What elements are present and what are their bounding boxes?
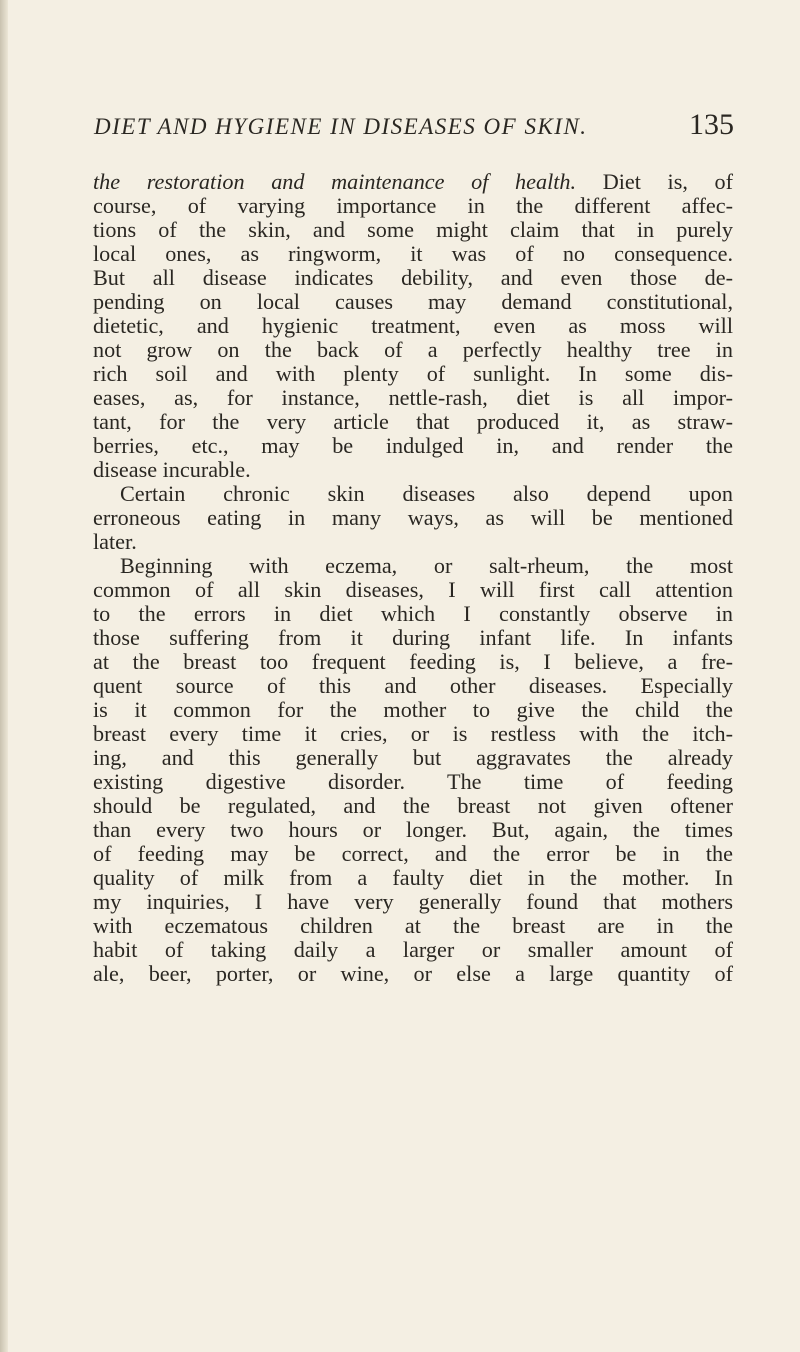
text-line: eases, as, for instance, nettle-rash, diet is all impor- (93, 385, 733, 410)
text-line: to the errors in diet which I constantly observe in (93, 601, 733, 626)
text-line: breast every time it cries, or is restless with the itch- (93, 721, 733, 746)
text-line: dietetic, and hygienic treatment, even as moss will (93, 313, 733, 338)
text-line: ing, and this generally but aggravates the already (93, 745, 733, 770)
text-line: not grow on the back of a perfectly healthy tree in (93, 337, 733, 362)
text-line: berries, etc., may be indulged in, and render the (93, 433, 733, 458)
page-number: 135 (689, 108, 734, 141)
text-line: tant, for the very article that produced it, as straw- (93, 409, 733, 434)
text-line: habit of taking daily a larger or smaller amount of (93, 937, 733, 962)
text-line: than every two hours or longer. But, again, the times (93, 817, 733, 842)
running-head (94, 106, 734, 146)
text-line: with eczematous children at the breast are in the (93, 913, 733, 938)
text-line: quent source of this and other diseases. Especially (93, 673, 733, 698)
text-line (93, 170, 733, 194)
text-line: tions of the skin, and some might claim that in purely (93, 217, 733, 242)
text-line: my inquiries, I have very generally found that mothers (93, 889, 733, 914)
text-line: ale, beer, porter, or wine, or else a large quantity of (93, 961, 733, 986)
text-line: is it common for the mother to give the child the (93, 697, 733, 722)
paragraph-start: Certain chronic skin diseases also depend upon (120, 481, 733, 506)
text-line: pending on local causes may demand constitutional, (93, 289, 733, 314)
text-line: local ones, as ringworm, it was of no consequence. (93, 241, 733, 266)
text-line: erroneous eating in many ways, as will be mentioned (93, 505, 733, 530)
text-line: later. (93, 529, 137, 554)
italic-phrase: the restoration and maintenance of health. (93, 169, 577, 194)
text-line: quality of milk from a faulty diet in the mother. In (93, 865, 733, 890)
text-line: of feeding may be correct, and the error be in the (93, 841, 733, 866)
text-line: existing digestive disorder. The time of feeding (93, 769, 733, 794)
text-line: disease incurable. (93, 457, 251, 482)
text-line: But all disease indicates debility, and even those de- (93, 265, 733, 290)
text-line: common of all skin diseases, I will first call attention (93, 577, 733, 602)
body-text (93, 170, 733, 986)
text-span: Diet is, of (576, 169, 734, 194)
page-edge-shadow (0, 0, 8, 1352)
text-line: those suffering from it during infant life. In infants (93, 625, 733, 650)
text-line: rich soil and with plenty of sunlight. In some dis- (93, 361, 733, 386)
text-line: at the breast too frequent feeding is, I believe, a fre- (93, 649, 733, 674)
paragraph-start: Beginning with eczema, or salt-rheum, the most (120, 553, 733, 578)
text-line: should be regulated, and the breast not given oftener (93, 793, 733, 818)
running-title: DIET AND HYGIENE IN DISEASES OF SKIN. (94, 114, 588, 139)
text-line: course, of varying importance in the different affec- (93, 193, 733, 218)
